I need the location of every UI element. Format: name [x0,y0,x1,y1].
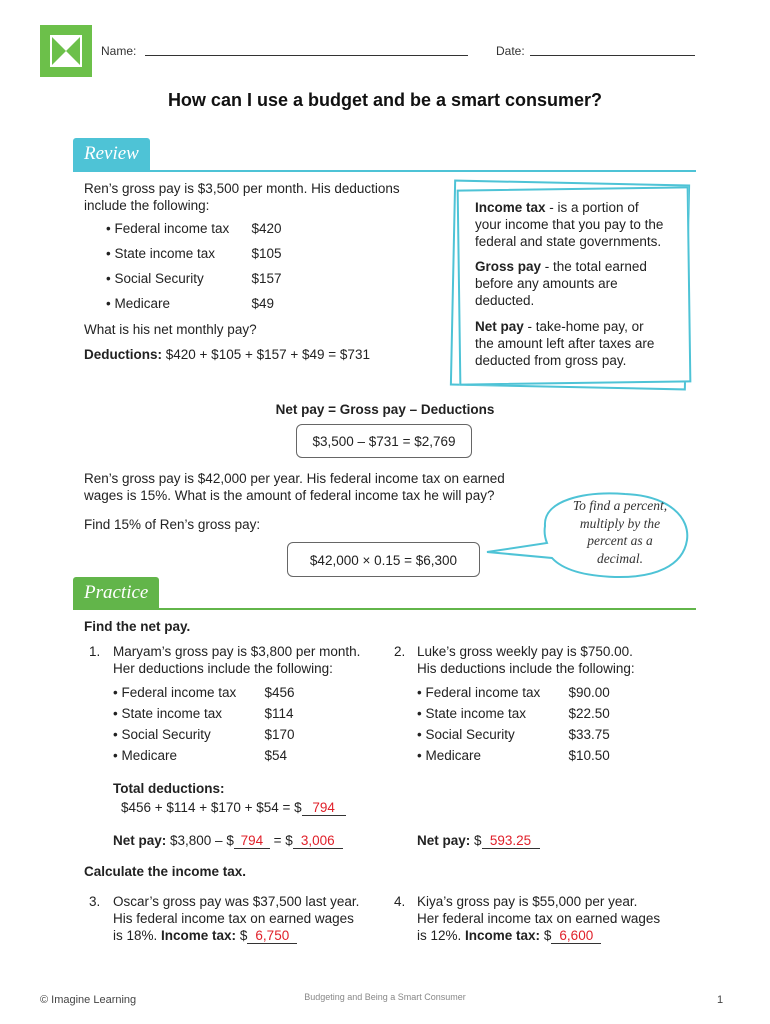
publisher-logo [40,25,92,77]
review-deduction-list [106,221,346,321]
net-pay-answer-2[interactable]: 593.25 [482,833,540,849]
page-title: How can I use a budget and be a smart consumer? [167,90,603,110]
term-gross-pay: Gross pay [475,259,542,274]
list-item: • Social Security $170 [113,727,295,742]
net-pay-deduction-answer[interactable]: 794 [234,833,270,849]
problem-4-line3: is 12%. Income tax: $ 6,600 [417,927,601,944]
problem-4-line1: Kiya’s gross pay is $55,000 per year. [417,894,638,909]
instruction-income-tax: Calculate the income tax. [84,864,247,879]
name-label: Name: [101,44,137,58]
review-tab: Review [73,138,150,171]
list-item: • Medicare $49 [106,296,275,311]
income-tax-answer-4[interactable]: 6,600 [551,928,601,944]
net-pay-formula: Net pay = Gross pay – Deductions [275,402,495,417]
practice-tab: Practice [73,577,159,610]
review-divider [73,170,696,172]
problem-3-line1: Oscar’s gross pay was $37,500 last year. [113,894,360,909]
problem-2-net-line: Net pay: $ 593.25 [417,832,540,849]
logo-icon [40,25,92,77]
problem-2-line1: Luke’s gross weekly pay is $750.00. [417,644,633,659]
deduction-value: $420 [251,221,282,236]
term-net-pay: Net pay [475,319,524,334]
problem-4-line2: Her federal income tax on earned wages [417,911,661,926]
term-income-tax: Income tax [475,200,546,215]
problem-3-number: 3. [89,894,101,909]
vocab-gross-pay: Gross pay - the total earned before any amounts are deducted. [475,259,647,308]
list-item: • Federal income tax $456 [113,685,295,700]
problem-1-number: 1. [89,644,101,659]
problem-1-total-label: Total deductions: [113,781,225,796]
tax-calc-box: $42,000 × 0.15 = $6,300 [287,542,480,577]
example2-line1: Ren’s gross pay is $42,000 per year. His federal income tax on earned [84,471,505,486]
percent-tip: To find a percent, multiply by the percent as a decimal. [572,498,668,566]
find-percent-line: Find 15% of Ren’s gross pay: [84,517,261,532]
list-item: • Federal income tax $420 [106,221,282,236]
problem-1-line2: Her deductions include the following: [113,661,333,676]
deduction-name: State income tax [114,246,216,261]
list-item: • Social Security $157 [106,271,282,286]
net-pay-answer-1[interactable]: 3,006 [293,833,343,849]
footer-title: Budgeting and Being a Smart Consumer [304,992,466,1002]
deduction-name: Social Security [114,271,204,286]
problem-1-deductions [113,685,353,769]
problem-3-line2: His federal income tax on earned wages [113,911,354,926]
deduction-name: Federal income tax [114,221,230,236]
problem-3-line3: is 18%. Income tax: $ 6,750 [113,927,297,944]
date-field[interactable] [530,44,695,56]
footer-copyright: © Imagine Learning [40,994,137,1006]
total-deductions-answer[interactable]: 794 [302,800,346,816]
list-item: • State income tax $22.50 [417,706,610,721]
problem-1-line1: Maryam’s gross pay is $3,800 per month. [113,644,361,659]
problem-1-total-line: $456 + $114 + $170 + $54 = $ 794 [121,799,346,816]
deduction-value: $49 [251,296,275,311]
problem-2-deductions [417,685,657,769]
list-item: • Social Security $33.75 [417,727,610,742]
problem-2-number: 2. [394,644,406,659]
review-question: What is his net monthly pay? [84,322,257,337]
list-item: • State income tax $105 [106,246,282,261]
list-item: • Federal income tax $90.00 [417,685,610,700]
review-deductions-line [84,346,370,363]
review-intro-line1: Ren’s gross pay is $3,500 per month. His deductions [84,181,400,196]
deduction-value: $157 [251,271,282,286]
deduction-name: Medicare [114,296,171,311]
list-item: • State income tax $114 [113,706,294,721]
vocab-net-pay: Net pay - take-home pay, or the amount left after taxes are deducted from gross pay. [475,319,655,368]
page-number: 1 [717,994,724,1006]
name-field[interactable] [145,44,468,56]
problem-4-number: 4. [394,894,406,909]
income-tax-answer-3[interactable]: 6,750 [247,928,297,944]
list-item: • Medicare $10.50 [417,748,610,763]
review-intro-line2: include the following: [84,198,210,213]
deductions-label: Deductions: [84,347,163,362]
deduction-value: $105 [251,246,282,261]
problem-2-line2: His deductions include the following: [417,661,635,676]
instruction-net-pay: Find the net pay. [84,619,191,634]
date-label: Date: [496,44,525,58]
list-item: • Medicare $54 [113,748,288,763]
example2-line2: wages is 15%. What is the amount of federal income tax he will pay? [84,488,495,503]
problem-1-net-line: Net pay: $3,800 – $ 794 = $ 3,006 [113,832,343,849]
practice-divider [73,608,696,610]
net-pay-calc-box: $3,500 – $731 = $2,769 [296,424,472,458]
vocab-income-tax: Income tax - is a portion of your income that you pay to the federal and state governments. [475,200,664,249]
deductions-calc: $420 + $105 + $157 + $49 = $731 [162,347,370,362]
